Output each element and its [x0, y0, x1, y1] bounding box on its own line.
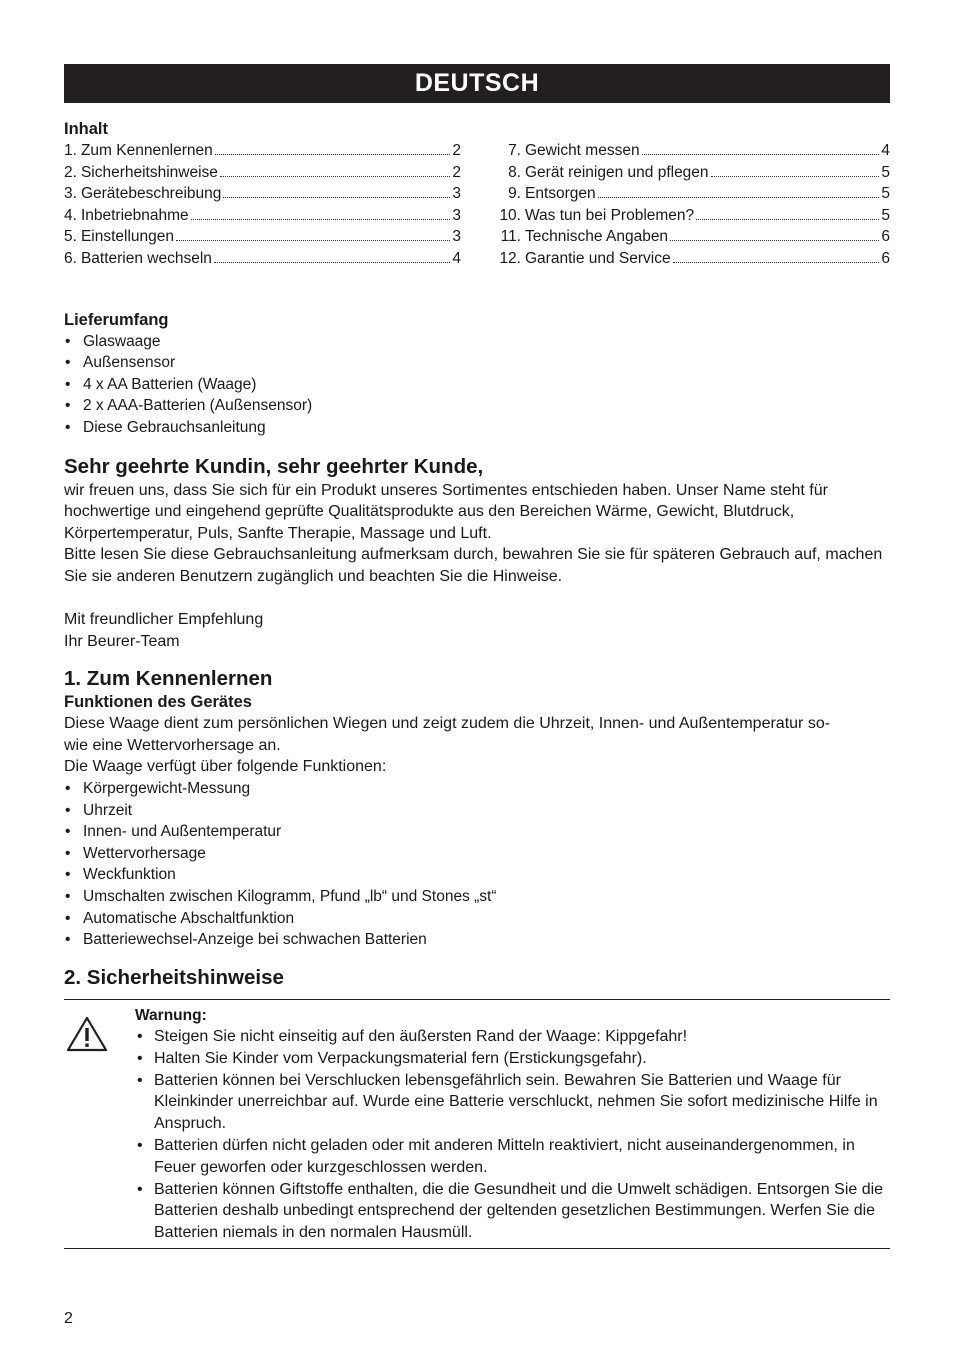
- warning-content: [135, 1006, 890, 1244]
- toc-entry[interactable]: [493, 205, 890, 227]
- section1-intro: Diese Waage dient zum persönlichen Wiegen und zeigt zudem die Uhrzeit, Innen- und Außentemperatur so-: [64, 715, 831, 733]
- manual-page: [64, 64, 890, 1249]
- language-banner: [64, 64, 890, 103]
- toc-entry-label: Gewicht messen: [525, 142, 640, 159]
- toc-entry-number: 11.: [500, 228, 521, 246]
- toc-heading: Inhalt: [64, 120, 108, 138]
- functions-list: [64, 778, 890, 951]
- toc-entry-number: 1.: [64, 142, 77, 159]
- toc-entry[interactable]: [64, 248, 461, 270]
- toc-entry-label: Gerät reinigen und pflegen: [525, 163, 709, 181]
- closing-line: Mit freundlicher Empfehlung: [64, 611, 264, 629]
- section1-list-intro: Die Waage verfügt über folgende Funktionen:: [64, 758, 387, 776]
- toc-entry-page: 2: [452, 142, 461, 159]
- toc-entry-page: 3: [452, 228, 461, 246]
- list-item: • 4 x AA Batterien (Waage): [64, 374, 890, 396]
- toc-entry-page: 6: [881, 228, 890, 246]
- list-item: • Batterien dürfen nicht geladen oder mit anderen Mitteln reaktiviert, nicht auseinandergenommen, in Feuer geworfen oder kurzgeschlossen werden.: [135, 1135, 890, 1178]
- toc-entry-label: Was tun bei Problemen?: [525, 206, 695, 224]
- list-item: • Außensensor: [64, 352, 890, 374]
- list-item: • Uhrzeit: [64, 800, 890, 822]
- toc-entry-number: 10.: [499, 206, 521, 224]
- toc-entry-number: 6.: [64, 249, 77, 267]
- toc-entry-page: 3: [452, 185, 461, 203]
- warning-triangle-icon: [66, 1016, 108, 1052]
- list-item: • Glaswaage: [64, 331, 890, 353]
- list-item: • Innen- und Außentemperatur: [64, 821, 890, 843]
- list-item: • Weckfunktion: [64, 864, 890, 886]
- toc-entry-label: Batterien wechseln: [80, 249, 212, 267]
- toc-entry-number: 5.: [64, 228, 77, 246]
- toc-entry-page: 5: [881, 185, 890, 203]
- list-item: • Steigen Sie nicht einseitig auf den äußersten Rand der Waage: Kippgefahr!: [135, 1026, 890, 1048]
- toc-entry-number: 9.: [508, 185, 521, 203]
- toc-entry-label: Garantie und Service: [525, 249, 671, 267]
- toc-entry-label: Zum Kennenlernen: [80, 142, 213, 159]
- toc-entry-page: 5: [881, 163, 890, 181]
- toc-entry-page: 5: [881, 206, 890, 224]
- list-item: • Automatische Abschaltfunktion: [64, 908, 890, 930]
- toc-entry-page: 6: [881, 249, 890, 267]
- toc-entry[interactable]: [493, 248, 890, 270]
- toc-entry-label: Inbetriebnahme: [80, 206, 189, 224]
- toc-entry-label: Sicherheitshinweise: [80, 163, 218, 181]
- toc-entry-number: 8.: [508, 163, 521, 181]
- greeting-paragraph: Bitte lesen Sie diese Gebrauchsanleitung aufmerksam durch, bewahren Sie sie für späteren Gebrauch auf, machen Sie sie anderen Benutzern zugänglich und beachten Sie die Hinweise.: [64, 546, 883, 585]
- delivery-heading: Lieferumfang: [64, 310, 169, 329]
- toc-entry-page: 4: [881, 142, 890, 159]
- greeting-heading: Sehr geehrte Kundin, sehr geehrter Kunde,: [64, 454, 484, 478]
- toc-entry[interactable]: [64, 226, 461, 248]
- list-item: • Wettervorhersage: [64, 843, 890, 865]
- section1-intro: wie eine Wettervorhersage an.: [64, 736, 281, 754]
- toc-right-column: [493, 140, 890, 270]
- list-item: • Batterien können bei Verschlucken lebensgefährlich sein. Bewahren Sie Batterien und Waage für Kleinkinder unerreichbar auf. Wurde eine Batterie verschluckt, nehmen Sie sofort medizinische Hilfe in Anspruch.: [135, 1070, 890, 1135]
- toc-entry-number: 2.: [64, 163, 77, 181]
- toc-entry[interactable]: [64, 140, 461, 162]
- list-item: • Körpergewicht-Messung: [64, 778, 890, 800]
- list-item: • 2 x AAA-Batterien (Außensensor): [64, 395, 890, 417]
- closing-signature: Ihr Beurer-Team: [64, 632, 180, 650]
- list-item: • Diese Gebrauchsanleitung: [64, 417, 890, 439]
- greeting-paragraph: wir freuen uns, dass Sie sich für ein Produkt unseres Sortimentes entschieden haben. Unser Name steht für hochwertige und eingehend geprüfte Qualitätsprodukte aus den Bereichen Wärme, Gewicht, Blutdruck, Körpertemperatur, Puls, Sanfte Therapie, Massage und Luft.: [64, 481, 828, 542]
- toc-entry-page: 2: [452, 163, 461, 181]
- banner-title: DEUTSCH: [414, 69, 540, 97]
- section1-heading: 1. Zum Kennenlernen: [64, 667, 273, 691]
- toc-entry-label: Einstellungen: [80, 228, 175, 246]
- toc-entry[interactable]: [493, 183, 890, 205]
- toc-entry[interactable]: [64, 162, 461, 184]
- toc-entry-page: 3: [452, 206, 461, 224]
- list-item: • Umschalten zwischen Kilogramm, Pfund „lb“ und Stones „st“: [64, 886, 890, 908]
- list-item: • Batterien können Giftstoffe enthalten, die die Gesundheit und die Umwelt schädigen. Entsorgen Sie die Batterien deshalb unbedingt entsprechend der geltenden gesetzlichen Bestimmungen. Werfen Sie die Batterien niemals in den normalen Hausmüll.: [135, 1179, 890, 1244]
- warning-title: Warnung:: [135, 1006, 207, 1024]
- toc-entry-number: 3.: [64, 185, 77, 203]
- list-item: • Batteriewechsel-Anzeige bei schwachen Batterien: [64, 929, 890, 951]
- toc-entry-label: Entsorgen: [525, 185, 596, 203]
- table-of-contents: [64, 140, 890, 270]
- list-item: • Halten Sie Kinder vom Verpackungsmaterial fern (Erstickungsgefahr).: [135, 1048, 890, 1070]
- toc-entry-label: Technische Angaben: [525, 228, 669, 246]
- toc-entry-page: 4: [452, 249, 461, 267]
- toc-entry[interactable]: [493, 140, 890, 162]
- toc-entry[interactable]: [493, 226, 890, 248]
- toc-left-column: [64, 140, 461, 270]
- toc-entry[interactable]: [493, 162, 890, 184]
- toc-entry-number: 4.: [64, 206, 77, 224]
- warning-list: [135, 1026, 890, 1244]
- toc-entry[interactable]: [64, 183, 461, 205]
- section2-heading: 2. Sicherheitshinweise: [64, 965, 284, 989]
- toc-entry[interactable]: [64, 205, 461, 227]
- page-number: 2: [64, 1310, 73, 1327]
- section1-subheading: Funktionen des Gerätes: [64, 693, 252, 712]
- toc-entry-number: 12.: [499, 249, 521, 267]
- toc-entry-number: 7.: [508, 142, 521, 159]
- toc-entry-label: Gerätebeschreibung: [80, 185, 222, 203]
- warning-box: [64, 999, 890, 1249]
- delivery-list: [64, 331, 890, 439]
